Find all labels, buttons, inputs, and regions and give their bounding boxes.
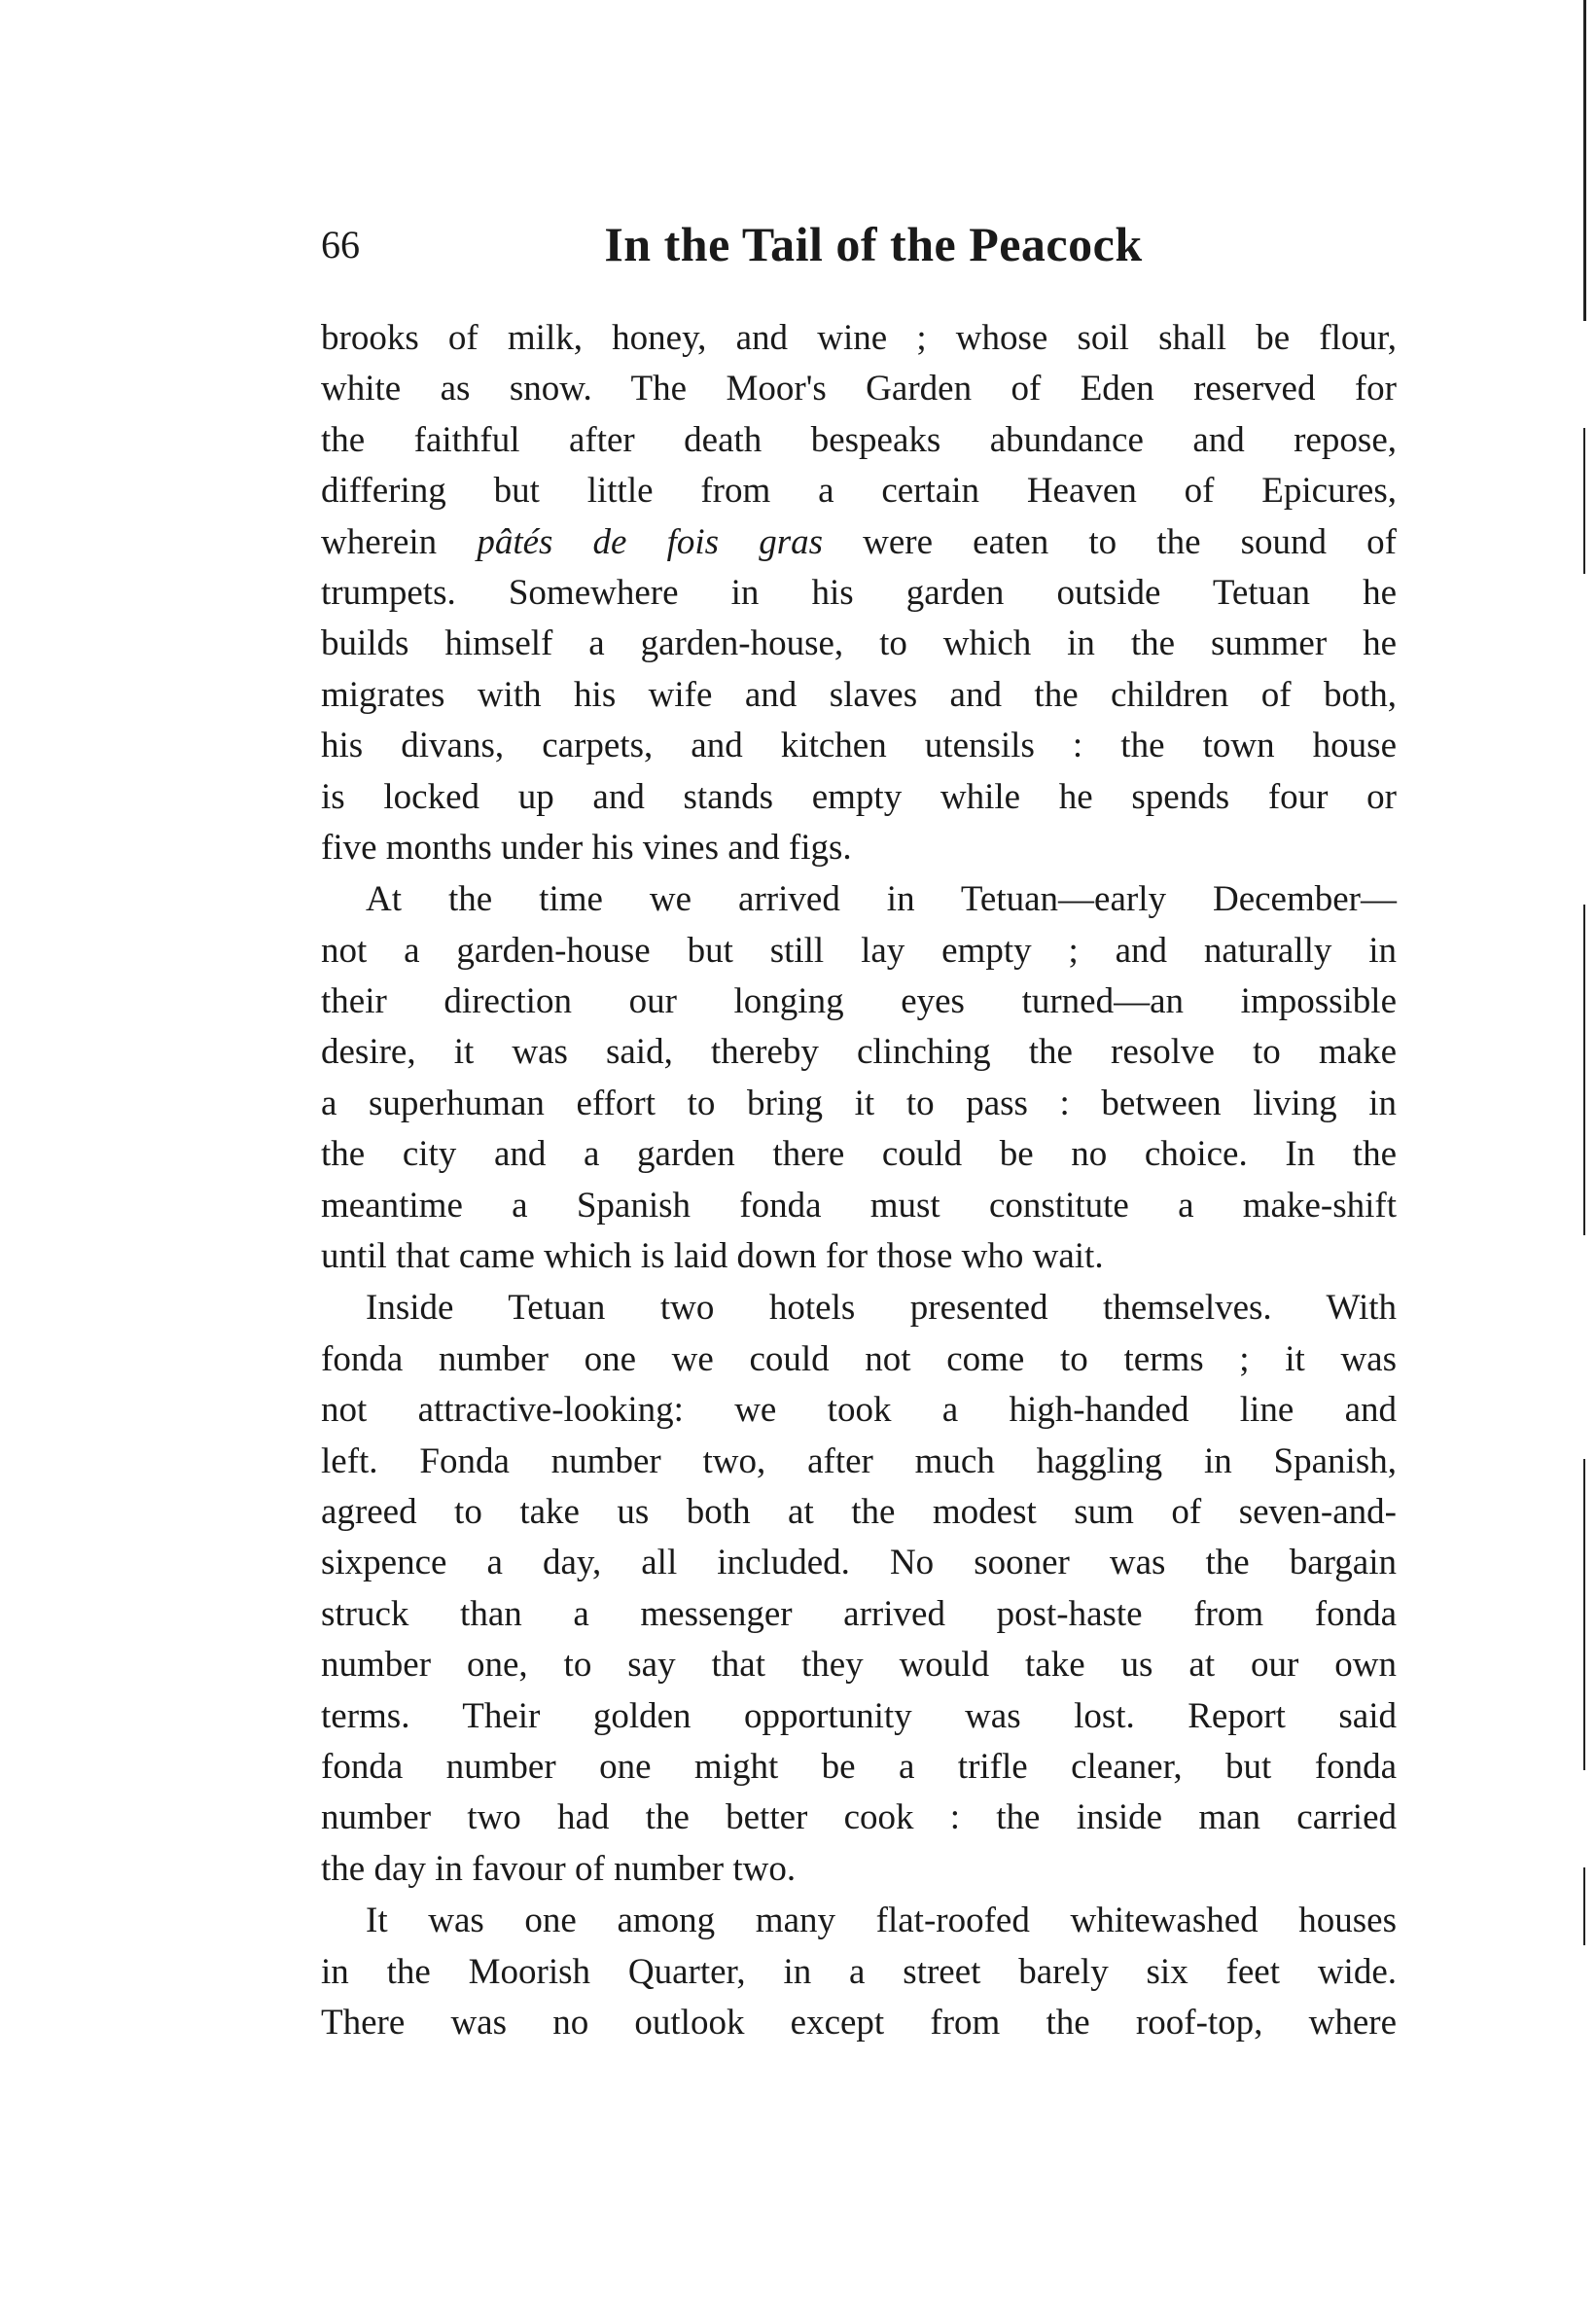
page-number: 66 [321,223,360,267]
text-line: number two had the better cook : the inside man carried [321,1797,1397,1838]
text-line: the faithful after death bespeaks abundance and repose, [321,419,1397,460]
text-line: left. Fonda number two, after much haggling in Spanish, [321,1440,1397,1481]
paragraph [321,313,1397,873]
text-line: trumpets. Somewhere in his garden outside Tetuan he [321,572,1397,613]
text-segment: were eaten to the sound of [823,521,1397,562]
text-line: desire, it was said, thereby clinching the resolve to make [321,1032,1397,1073]
text-line: There was no outlook except from the roof-top, where [321,2002,1397,2043]
text-line: fonda number one we could not come to terms ; it was [321,1338,1397,1379]
scan-edge-mark [1583,0,1586,321]
scan-edge-mark [1583,1867,1585,1945]
text-line: a superhuman effort to bring it to pass : between living in [321,1083,1397,1123]
paragraph [321,1283,1397,1895]
text-line: agreed to take us both at the modest sum of seven-and- [321,1491,1397,1532]
text-line: sixpence a day, all included. No sooner was the bargain [321,1543,1397,1583]
paragraph [321,1896,1397,2048]
text-line: migrates with his wife and slaves and the children of both, [321,674,1397,715]
text-line: brooks of milk, honey, and wine ; whose soil shall be flour, [321,318,1397,358]
text-line: Inside Tetuan two hotels presented themselves. With [366,1288,1397,1329]
text-line: fonda number one might be a trifle cleaner, but fonda [321,1746,1397,1787]
running-title: In the Tail of the Peacock [604,217,1143,271]
text-line: differing but little from a certain Heaven of Epicures, [321,471,1397,512]
text-line: five months under his vines and figs. [321,827,852,868]
running-header [321,216,1397,274]
text-line: his divans, carpets, and kitchen utensils : the town house [321,726,1397,766]
text-line: in the Moorish Quarter, in a street barely six feet wide. [321,1951,1397,1992]
paragraph [321,874,1397,1282]
text-line: is locked up and stands empty while he spends four or [321,776,1397,817]
text-line: until that came which is laid down for those who wait. [321,1236,1104,1277]
text-line [321,517,1397,568]
italic-phrase: pâtés de fois gras [477,521,824,562]
text-line: number one, to say that they would take us at our own [321,1645,1397,1686]
text-line: the city and a garden there could be no choice. In the [321,1134,1397,1175]
text-line: white as snow. The Moor's Garden of Eden reserved for [321,369,1397,409]
text-line: At the time we arrived in Tetuan—early December— [366,879,1397,920]
scan-edge-mark [1583,905,1585,1235]
text-line: not a garden-house but still lay empty ; and naturally in [321,930,1397,971]
text-line: not attractive-looking: we took a high-handed line and [321,1390,1397,1431]
text-line: their direction our longing eyes turned—an impossible [321,981,1397,1022]
body-text [321,313,1397,2048]
text-line: struck than a messenger arrived post-haste from fonda [321,1593,1397,1634]
text-segment: wherein [321,521,478,562]
text-line: terms. Their golden opportunity was lost. Report said [321,1695,1397,1736]
scan-edge-mark [1583,1459,1585,1770]
text-line: It was one among many flat-roofed whitewashed houses [366,1901,1397,1941]
text-line: the day in favour of number two. [321,1848,797,1889]
scan-edge-mark [1583,428,1585,574]
text-line: meantime a Spanish fonda must constitute a make-shift [321,1185,1397,1226]
text-line: builds himself a garden-house, to which in the summer he [321,623,1397,664]
